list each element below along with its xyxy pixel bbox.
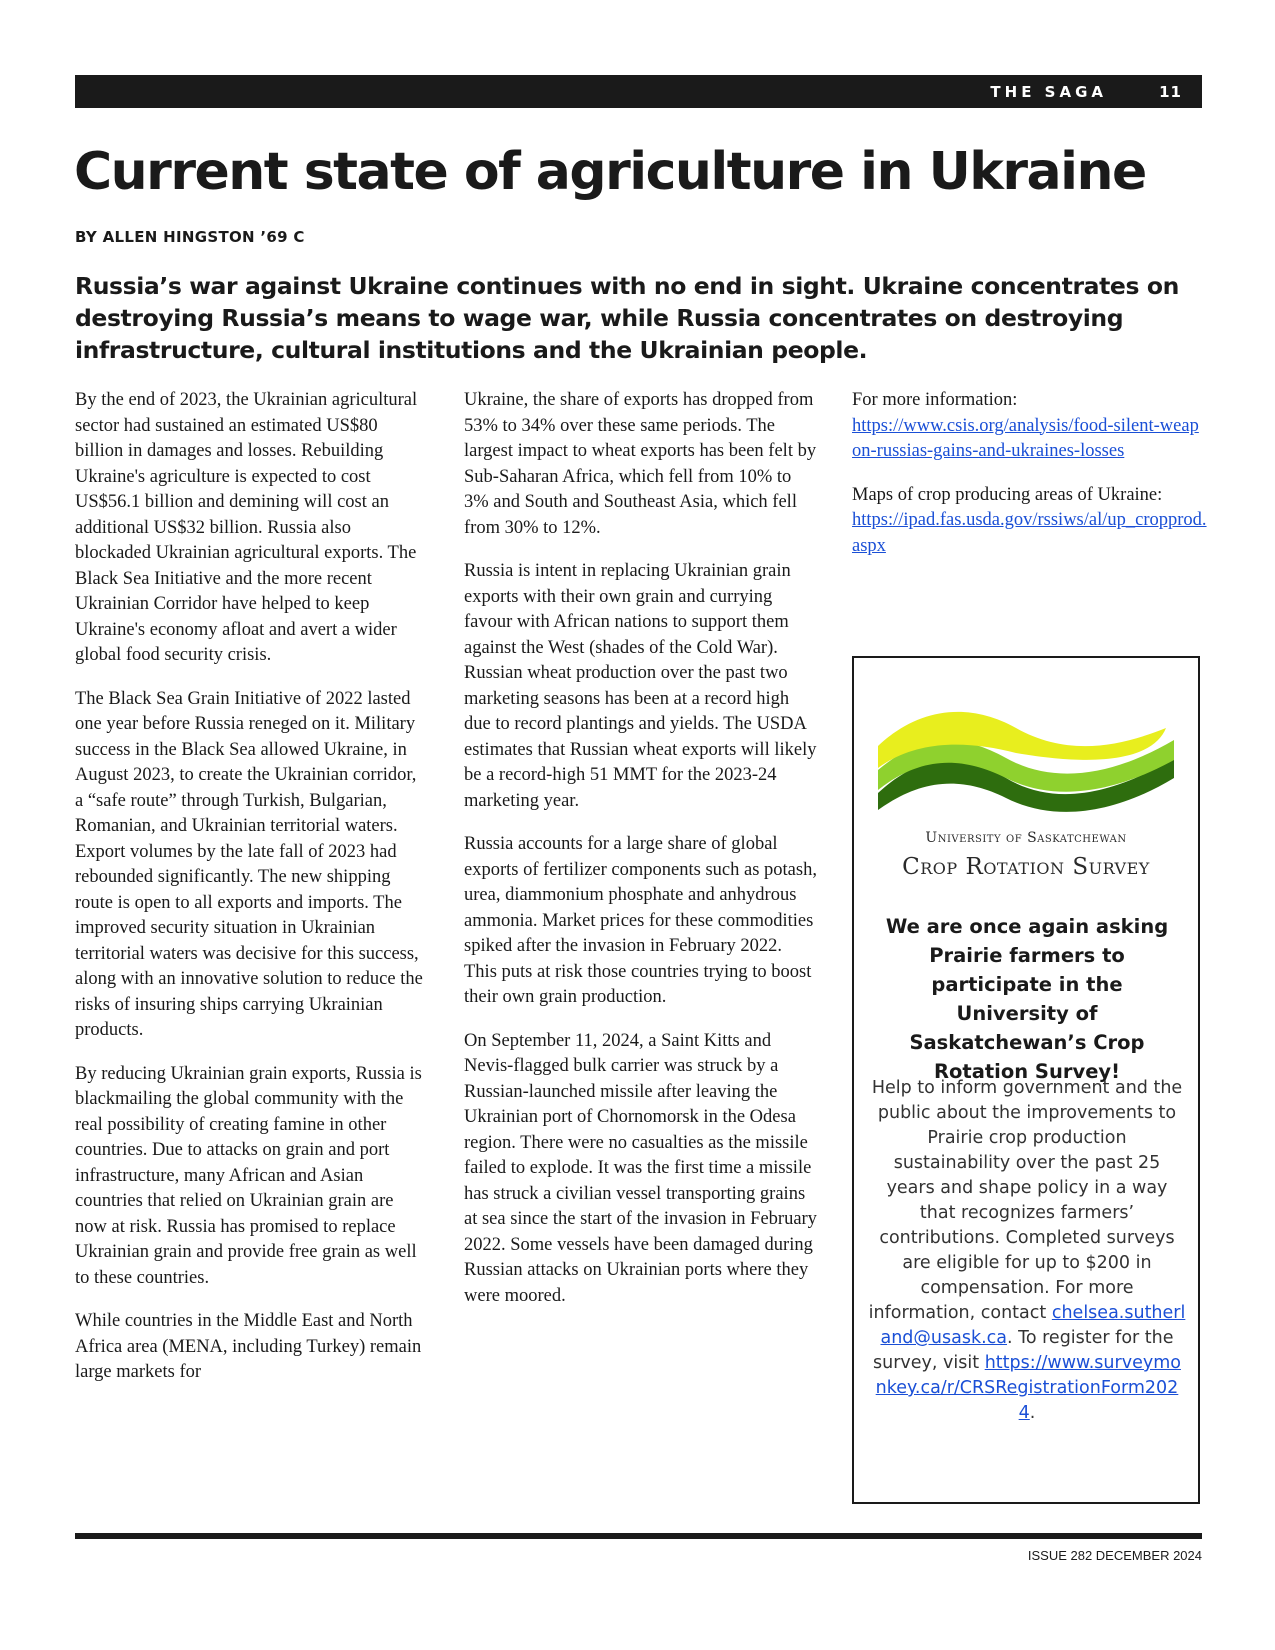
paragraph: The Black Sea Grain Initiative of 2022 lasted one year before Russia reneged on it. Military success in the Black Sea allowed Ukraine, in August 2023, to create the Ukrainian corridor, a “safe route” through Turkish, Bulgarian, Romanian, and Ukrainian territorial waters. Export volumes by the late fall of 2023 had rebounded significantly. The new shipping route is open to all exports and imports. The improved security situation in Ukrainian territorial waters was decisive for this success, along with an innovative solution to reduce the risks of insuring ships carrying Ukrainian products. [75,688,423,1040]
article-title: Current state of agriculture in Ukraine [74,142,1146,202]
byline: BY ALLEN HINGSTON ’69 C [75,228,305,246]
ad-body-text: Help to inform government and the public about the improvements to Prairie crop production sustainability over the past 25 years and shape policy in a way that recognizes farmers’ contributions. Completed surveys are eligible for up to $200 in compensation. For more information, contact [868,1078,1183,1323]
more-info-block [852,388,1207,465]
column-1 [75,388,425,1404]
paragraph: By reducing Ukrainian grain exports, Russia is blackmailing the global community with the real possibility of creating famine in other countries. Due to attacks on grain and port infrastructure, many African and Asian countries that relied on Ukrainian grain are now at risk. Russia has promised to replace Ukrainian grain and provide free grain as well to these countries. [75,1063,422,1288]
paragraph: Ukraine, the share of exports has dropped from 53% to 34% over these same periods. The largest impact to wheat exports has been felt by Sub-Saharan Africa, which fell from 10% to 3% and South and Southeast Asia, which fell from 30% to 12%. [464,390,817,538]
contact-email-link[interactable]: chelsea.sutherland@usask.ca [880,1303,1186,1348]
crop-wave-logo-icon [876,698,1176,818]
article-deck: Russia’s war against Ukraine continues with no end in sight. Ukraine concentrates on destroying Russia’s means to wage war, while Russia concentrates on destroying infrastructure, cultural institutions and the Ukrainian people. [75,272,1179,364]
crop-rotation-survey-ad [852,656,1200,1504]
usda-maps-link[interactable]: https://ipad.fas.usda.gov/rssiws/al/up_cropprod.aspx [852,510,1207,556]
paragraph: By the end of 2023, the Ukrainian agricultural sector had sustained an estimated US$80 billion in damages and losses. Rebuilding Ukraine's agriculture is expected to cost US$56.1 billion and demining will cost an additional US$32 billion. Russia also blockaded Ukrainian agricultural exports. The Black Sea Initiative and the more recent Ukrainian Corridor have helped to keep Ukraine's economy afloat and avert a wider global food security crisis. [75,390,418,665]
logo-university-name: University of Saskatchewan [925,830,1127,846]
paragraph: Russia accounts for a large share of global exports of fertilizer components such as potash, urea, diammonium phosphate and anhydrous ammonia. Market prices for these commodities spiked after the invasion in February 2022. This puts at risk those countries trying to boost their own grain production. [464,834,817,1007]
register-text: To register for the survey, visit [873,1328,1174,1373]
ad-body: Help to inform government and the public about the improvements to Prairie crop production sustainability over the past 25 years and shape policy in a way that recognizes farmers’ contributions. Completed surveys are eligible for up to $200 in compensation. For more information, contact chelsea.sutherland@usask.ca. To register for the survey, visit https://www.surveymonkey.ca/r/CRSRegistrationForm2024. [868,1078,1186,1423]
paragraph: While countries in the Middle East and North Africa area (MENA, including Turkey) remain large markets for [75,1311,422,1382]
survey-registration-link[interactable]: https://www.surveymonkey.ca/r/CRSRegistrationForm2024 [875,1353,1181,1423]
page-number: 11 [1159,83,1182,101]
ad-headline: We are once again asking Prairie farmers to participate in the University of Saskatchewan’s Crop Rotation Survey! [885,915,1169,1083]
maps-label: Maps of crop producing areas of Ukraine: [852,484,1163,505]
column-2 [464,388,819,1327]
footer-rule [75,1533,1202,1539]
column-3 [852,388,1207,577]
issue-footer: ISSUE 282 DECEMBER 2024 [1027,1548,1202,1563]
logo-survey-name: Crop Rotation Survey [902,854,1150,880]
publication-name: THE SAGA [990,83,1107,101]
more-info-label: For more information: [852,390,1018,410]
paragraph: On September 11, 2024, a Saint Kitts and Nevis-flagged bulk carrier was struck by a Russian-launched missile after leaving the Ukrainian port of Chornomorsk in the Odesa region. There were no casualties as the missile failed to explode. It was the first time a missile has struck a civilian vessel transporting grains at sea since the start of the invasion in February 2022. Some vessels have been damaged during Russian attacks on Ukrainian ports where they were moored. [464,1030,817,1306]
running-header [75,75,1202,108]
maps-block [852,483,1207,560]
paragraph: Russia is intent in replacing Ukrainian grain exports with their own grain and currying favour with African nations to support them against the West (shades of the Cold War). Russian wheat production over the past two marketing seasons has been at a record high due to record plantings and yields. The USDA estimates that Russian wheat exports will likely be a record-high 51 MMT for the 2023-24 marketing year. [464,561,817,811]
csis-link[interactable]: https://www.csis.org/analysis/food-silent-weapon-russias-gains-and-ukraines-losses [852,415,1199,461]
